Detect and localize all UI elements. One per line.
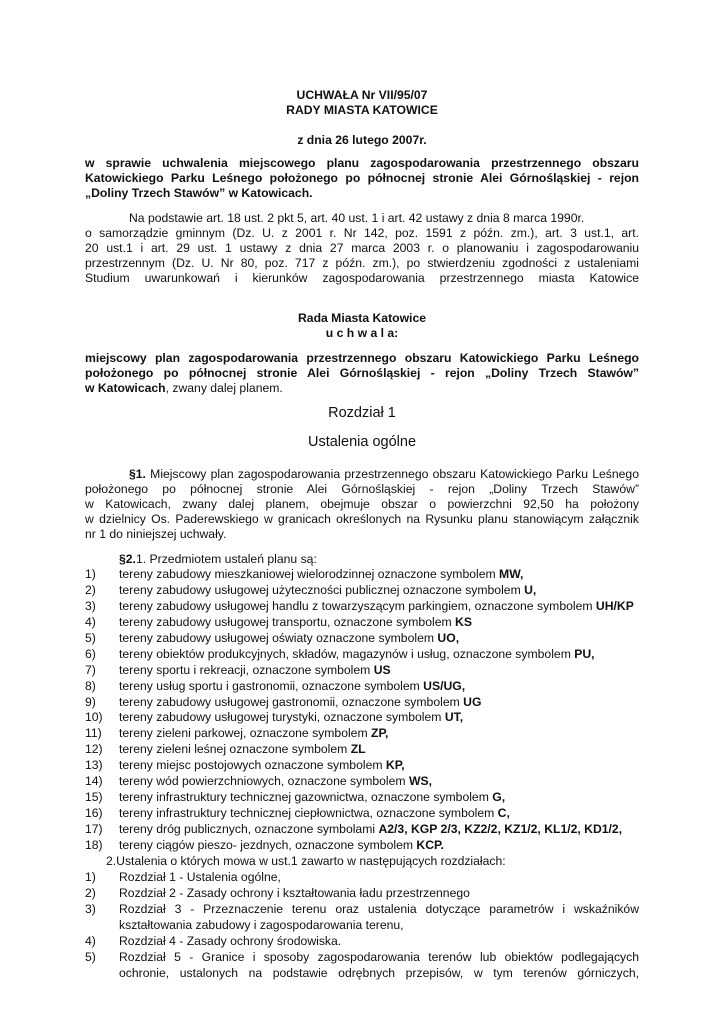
resolution-paragraph bbox=[85, 351, 639, 396]
section-1-line: §1. Miejscowy plan zagospodarowania przestrzennego obszaru Katowickiego Parku Leśnego bbox=[129, 467, 639, 481]
resolution-place: w Katowicach bbox=[85, 381, 166, 395]
subject-line: w sprawie uchwalenia miejscowego planu zagospodarowania przestrzennego obszaru bbox=[85, 156, 639, 170]
subject-line: Katowickiego Parku Leśnego położonego po północnej stronie Alei Górnośląskiej - rejon bbox=[85, 171, 639, 185]
title-line-1: UCHWAŁA Nr VII/95/07 bbox=[296, 88, 428, 102]
list-item: 17) tereny dróg publicznych, oznaczone symbolami A2/3, KGP 2/3, KZ2/2, KZ1/2, KL1/2, KD1/2, bbox=[85, 822, 623, 836]
list-item: 14) tereny wód powierzchniowych, oznaczone symbolem WS, bbox=[85, 774, 432, 789]
list-item: 15) tereny infrastruktury technicznej gazownictwa, oznaczone symbolem G, bbox=[85, 790, 506, 805]
section-1-line: położonego po północnej stronie Alei Górnośląskiej - rejon „Doliny Trzech Stawów” bbox=[85, 482, 639, 496]
list-item: 2) Rozdział 2 - Zasady ochrony i kształtowania ładu przestrzennego bbox=[85, 885, 470, 900]
list-item: 1) Rozdział 1 - Ustalenia ogólne, bbox=[85, 870, 281, 884]
section-1-line: w dzielnicy Os. Paderewskiego w granicach określonych na Rysunku planu stanowiącym załącznik bbox=[85, 512, 639, 526]
list-item: 18) tereny ciągów pieszo- jezdnych, oznaczone symbolem KCP. bbox=[85, 837, 444, 852]
subject-paragraph bbox=[85, 156, 639, 201]
list-item: 4) Rozdział 4 - Zasady ochrony środowiska. bbox=[85, 933, 342, 948]
section-1-line: nr 1 do niniejszej uchwały. bbox=[85, 527, 227, 541]
council-resolves: u c h w a l a: bbox=[325, 326, 399, 340]
list-item: 4) tereny zabudowy usługowej transportu, oznaczone symbolem KS bbox=[85, 614, 472, 629]
chapter-title: Rozdział 1 bbox=[328, 405, 396, 421]
list-item: 3) Rozdział 3 - Przeznaczenie terenu oraz ustalenia dotyczące parametrów i wskaźników bbox=[85, 901, 639, 916]
section-2-intro-text: 1. Przedmiotem ustaleń planu są: bbox=[135, 552, 317, 566]
basis-line: 20 ust.1 i art. 29 ust. 1 ustawy z dnia 27 marca 2003 r. o planowaniu i zagospodarowaniu bbox=[85, 241, 639, 255]
council-name: Rada Miasta Katowice bbox=[297, 311, 426, 325]
list-item: 12) tereny zieleni leśnej oznaczone symbolem ZL bbox=[85, 742, 366, 757]
basis-line: o samorządzie gminnym (Dz. U. z 2001 r. Nr 142, poz. 1591 z późn. zm.), art. 3 ust.1, art. bbox=[85, 226, 639, 240]
basis-line: przestrzennym (Dz. U. Nr 80, poz. 717 z późn. zm.), po stwierdzeniu zgodności z ustaleniami bbox=[85, 256, 639, 270]
list-item: 1) tereny zabudowy mieszkaniowej wielorodzinnej oznaczone symbolem MW, bbox=[85, 567, 524, 581]
legal-basis-paragraph bbox=[85, 211, 639, 286]
chapter-heading bbox=[0, 406, 724, 450]
list-item-continuation: kształtowania zabudowy i zagospodarowania terenu, bbox=[119, 917, 404, 932]
section-2-intro bbox=[119, 552, 639, 567]
list-item-continuation: ochronie, ustalonych na podstawie odrębnych przepisów, w tym terenów górniczych, bbox=[119, 965, 639, 980]
chapters-list bbox=[85, 870, 639, 982]
list-item: 5) Rozdział 5 - Granice i sposoby zagospodarowania terenów lub obiektów podlegających bbox=[85, 949, 639, 964]
section-1-paragraph bbox=[85, 467, 639, 542]
list-item: 16) tereny infrastruktury technicznej ciepłownictwa, oznaczone symbolem C, bbox=[85, 806, 510, 821]
council-block bbox=[0, 311, 724, 341]
list-item: 3) tereny zabudowy usługowej handlu z towarzyszącym parkingiem, oznaczone symbolem UH/KP bbox=[85, 598, 634, 613]
list-item: 6) tereny obiektów produkcyjnych, składów, magazynów i usług, oznaczone symbolem PU, bbox=[85, 646, 595, 661]
section-1-label: §1. bbox=[129, 467, 146, 481]
resolution-header bbox=[0, 88, 724, 148]
resolution-line: miejscowy plan zagospodarowania przestrzennego obszaru Katowickiego Parku Leśnego bbox=[85, 351, 639, 365]
section-1-line: w Katowicach, zwany dalej planem, obejmuje obszar o powierzchni 92,50 ha położony bbox=[85, 497, 639, 511]
section-2-point-2-text: 2.Ustalenia o których mowa w ust.1 zawarto w następujących rozdziałach: bbox=[106, 854, 506, 868]
list-item: 5) tereny zabudowy usługowej oświaty oznaczone symbolem UO, bbox=[85, 630, 460, 645]
list-item: 10) tereny zabudowy usługowej turystyki, oznaczone symbolem UT, bbox=[85, 710, 464, 725]
basis-line: Studium uwarunkowań i kierunków zagospodarowania przestrzennego miasta Katowice bbox=[85, 271, 639, 285]
list-item: 11) tereny zieleni parkowej, oznaczone symbolem ZP, bbox=[85, 726, 389, 741]
chapter-subtitle: Ustalenia ogólne bbox=[307, 434, 417, 450]
resolution-tail: , zwany dalej planem. bbox=[165, 381, 283, 395]
land-use-list bbox=[85, 567, 645, 854]
title-line-2: RADY MIASTA KATOWICE bbox=[286, 103, 438, 117]
basis-line: Na podstawie art. 18 ust. 2 pkt 5, art. 40 ust. 1 i art. 42 ustawy z dnia 8 marca 1990r. bbox=[129, 211, 585, 225]
resolution-line bbox=[85, 381, 639, 396]
subject-line: „Doliny Trzech Stawów” w Katowicach. bbox=[85, 186, 313, 200]
list-item: 2) tereny zabudowy usługowej użyteczności publicznej oznaczone symbolem U, bbox=[85, 582, 537, 597]
list-item: 13) tereny miejsc postojowych oznaczone symbolem KP, bbox=[85, 758, 405, 773]
section-2-label: §2. bbox=[119, 552, 136, 566]
list-item: 7) tereny sportu i rekreacji, oznaczone symbolem US bbox=[85, 662, 391, 677]
section-2-point-2 bbox=[106, 854, 646, 869]
list-item: 8) tereny usług sportu i gastronomii, oznaczone symbolem US/UG, bbox=[85, 678, 466, 693]
resolution-line: położonego po północnej stronie Alei Górnośląskiej - rejon „Doliny Trzech Stawów” bbox=[85, 366, 639, 380]
list-item: 9) tereny zabudowy usługowej gastronomii, oznaczone symbolem UG bbox=[85, 694, 482, 709]
date-line: z dnia 26 lutego 2007r. bbox=[297, 133, 427, 147]
